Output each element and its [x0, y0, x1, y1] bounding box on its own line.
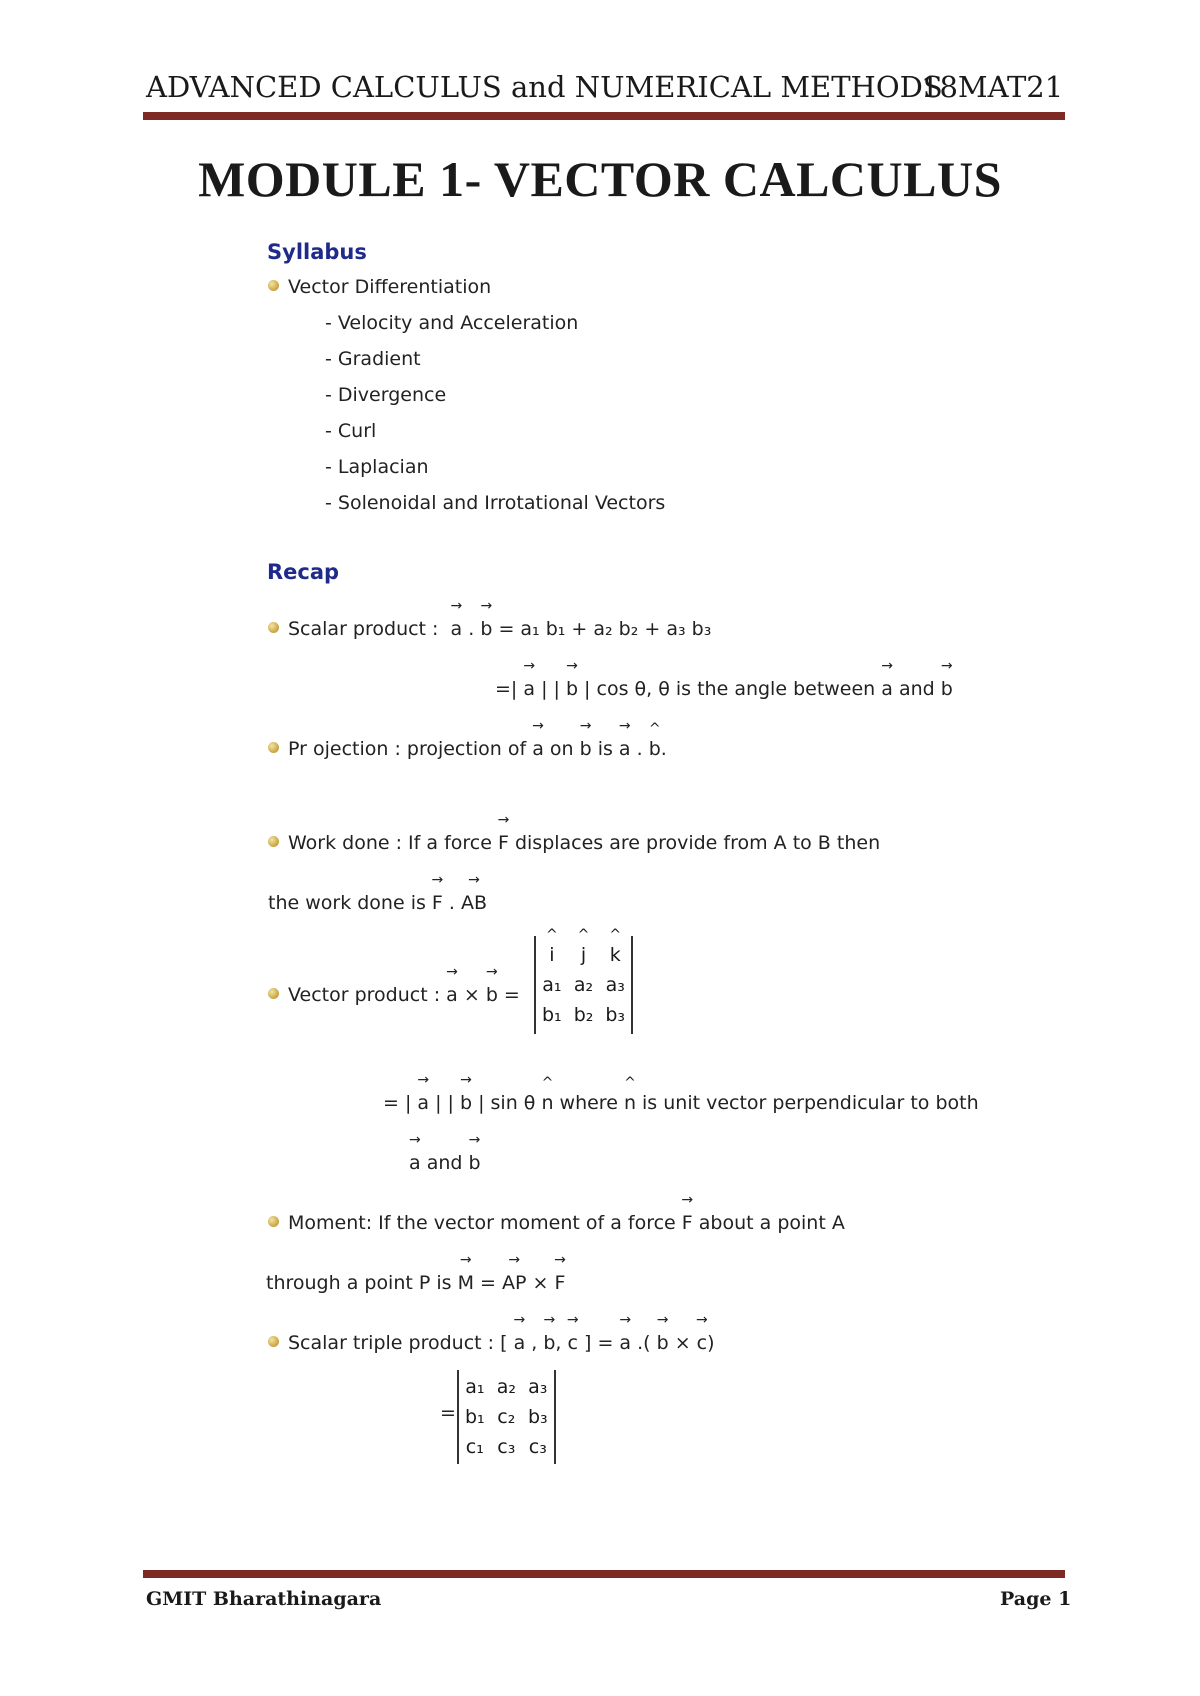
- page-title: MODULE 1- VECTOR CALCULUS: [198, 151, 1002, 207]
- header-title: ADVANCED CALCULUS and NUMERICAL METHODS: [146, 70, 943, 104]
- footer-page-number: Page 1: [1000, 1588, 1072, 1610]
- header-rule: [143, 112, 1065, 120]
- vector-product-determinant: ^ i ^ j ^ k a₁ a₂ a₃ b₁ b₂ b₃: [534, 936, 633, 1034]
- scalar-triple-product-line: Scalar triple product : [ → a , → b, → c ] = → a .( → b × → c): [268, 1332, 715, 1354]
- header-course-code: 18MAT21: [921, 70, 1064, 104]
- bullet-icon: [268, 1336, 279, 1347]
- bullet-icon: [268, 742, 279, 753]
- triple-equals: =: [440, 1402, 456, 1424]
- syllabus-item: - Curl: [325, 420, 377, 442]
- syllabus-item: - Divergence: [325, 384, 447, 406]
- scalar-product-line-2: =| → a | | → b | cos θ, θ is the angle between → a and → b: [495, 678, 953, 700]
- syllabus-bullet: Vector Differentiation: [268, 276, 491, 298]
- bullet-icon: [268, 836, 279, 847]
- footer-rule: [143, 1570, 1065, 1578]
- moment-line: Moment: If the vector moment of a force → F about a point A: [268, 1212, 845, 1234]
- scalar-triple-product-determinant: a₁ a₂ a₃ b₁ c₂ b₃ c₁ c₃ c₃: [457, 1370, 556, 1464]
- syllabus-item: - Gradient: [325, 348, 421, 370]
- work-done-line-2: the work done is → F . → AB: [268, 892, 487, 914]
- bullet-icon: [268, 622, 279, 633]
- vector-product-line-2: = | → a | | → b | sin θ ^ n where ^ n is unit vector perpendicular to both: [383, 1092, 979, 1114]
- projection-line: Pr ojection : projection of → a on → b is → a . ^ b.: [268, 738, 667, 760]
- vector-product-line: Vector product : → a × → b =: [268, 984, 520, 1006]
- syllabus-heading: Syllabus: [267, 240, 367, 264]
- footer-institution: GMIT Bharathinagara: [146, 1588, 382, 1610]
- syllabus-item: - Laplacian: [325, 456, 429, 478]
- syllabus-item: - Solenoidal and Irrotational Vectors: [325, 492, 666, 514]
- bullet-icon: [268, 1216, 279, 1227]
- bullet-icon: [268, 988, 279, 999]
- scalar-product-line: Scalar product : → a . → b = a₁ b₁ + a₂ b₂ + a₃ b₃: [268, 618, 711, 640]
- moment-line-2: through a point P is → M = → AP × → F: [266, 1272, 565, 1294]
- recap-heading: Recap: [267, 560, 340, 584]
- syllabus-item: - Velocity and Acceleration: [325, 312, 579, 334]
- bullet-icon: [268, 280, 279, 291]
- work-done-line: Work done : If a force → F displaces are provide from A to B then: [268, 832, 880, 854]
- vector-product-line-3: → a and → b: [409, 1152, 481, 1174]
